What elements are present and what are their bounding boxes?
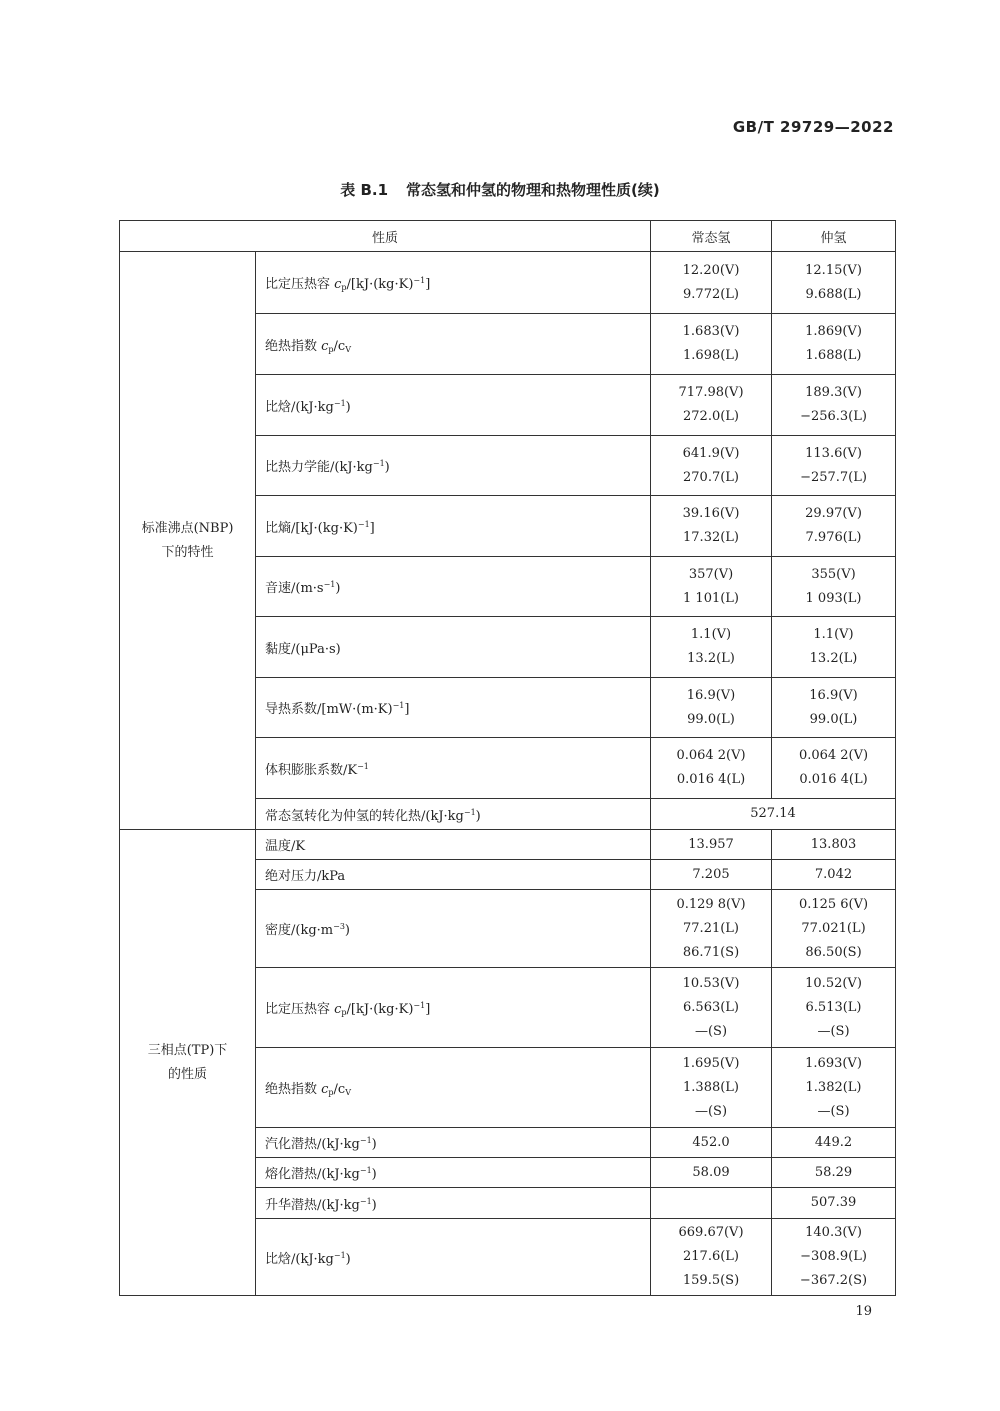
- value-line: −367.2(S): [799, 1273, 868, 1288]
- superscript: −1: [323, 580, 336, 589]
- value-line: 12.15(V): [805, 262, 862, 278]
- label-text: 绝热指数: [265, 1082, 322, 1097]
- value-line: 113.6(V): [805, 445, 862, 461]
- label-text: 温度/K: [265, 839, 306, 854]
- value-line: 10.53(V): [682, 975, 740, 991]
- label-text: 绝对压力/kPa: [265, 869, 346, 884]
- superscript: −1: [372, 459, 385, 468]
- normal-value: [651, 557, 772, 617]
- value-line: 1.1(V): [690, 627, 732, 642]
- value-line: 1 093(L): [805, 590, 862, 606]
- property-label: [256, 968, 651, 1048]
- subscript: p: [328, 344, 334, 354]
- superscript: −1: [413, 1001, 426, 1010]
- normal-value: [651, 496, 772, 557]
- property-label: [256, 557, 651, 617]
- label-text: 绝热指数: [265, 338, 322, 354]
- symbol: c: [321, 338, 329, 354]
- value-line: 6.563(L): [683, 999, 740, 1015]
- property-label: [256, 496, 651, 557]
- value-line: 355(V): [811, 566, 856, 582]
- group-label: 下的特性: [161, 544, 214, 560]
- property-label: [256, 1219, 651, 1296]
- para-value: [772, 617, 896, 678]
- label-text: ]: [369, 520, 375, 536]
- value-line: 0.064 2(V): [798, 748, 869, 763]
- group-label: 标准沸点(NBP): [141, 520, 234, 536]
- value-line: 1.688(L): [805, 348, 862, 363]
- subscript: p: [341, 283, 347, 292]
- para-value: [772, 1128, 896, 1158]
- label-text: 导热系数/[mW·(m·K): [265, 702, 393, 717]
- table-row: [120, 252, 896, 314]
- value-line: −257.7(L): [800, 469, 867, 485]
- property-label: [256, 375, 651, 436]
- label-text: 比热力学能/(kJ·kg: [265, 460, 373, 475]
- value-line: 58.29: [814, 1164, 853, 1180]
- value-line: —(S): [817, 1103, 850, 1119]
- normal-value: [651, 890, 772, 968]
- properties-table: [119, 220, 896, 1296]
- value-line: 10.52(V): [805, 975, 862, 991]
- label-text: 常态氢转化为仲氢的转化热/(kJ·kg: [265, 808, 464, 824]
- normal-value: [651, 436, 772, 496]
- para-value: [772, 1219, 896, 1296]
- superscript: −1: [333, 398, 346, 408]
- normal-value: [651, 1158, 772, 1188]
- property-label: [256, 678, 651, 738]
- label-text: ): [371, 1137, 377, 1152]
- value-line: —(S): [694, 1023, 728, 1039]
- label-text: ]: [404, 702, 410, 717]
- property-label: [256, 252, 651, 314]
- superscript: −1: [333, 1250, 346, 1260]
- superscript: −1: [413, 276, 426, 285]
- label-text: 密度/(kg·m: [265, 923, 334, 938]
- normal-value: [651, 252, 772, 314]
- value-line: 0.016 4(L): [676, 772, 746, 787]
- para-value: [772, 1048, 896, 1128]
- table-label: 表 B.1: [340, 181, 389, 199]
- normal-value: [651, 860, 772, 890]
- label-text: /c: [333, 338, 346, 354]
- group-tp: [120, 830, 256, 1296]
- label-text: ): [345, 399, 351, 415]
- property-label: [256, 830, 651, 860]
- property-label: [256, 860, 651, 890]
- group-nbp: [120, 252, 256, 830]
- normal-value: [651, 1219, 772, 1296]
- normal-value: [651, 968, 772, 1048]
- value-line: 1.869(V): [805, 324, 862, 339]
- value-line: 189.3(V): [805, 385, 862, 400]
- label-text: ): [345, 1251, 351, 1267]
- header-para-hydrogen: 仲氢: [772, 221, 896, 252]
- para-value: [772, 890, 896, 968]
- label-text: ): [371, 1167, 377, 1182]
- normal-value: [651, 1128, 772, 1158]
- standard-code: GB/T 29729—2022: [732, 118, 894, 136]
- label-text: /[kJ·(kg·K): [346, 277, 414, 292]
- value-line: 1.683(V): [682, 324, 740, 339]
- normal-value: [651, 1048, 772, 1128]
- para-value: [772, 830, 896, 860]
- superscript: −1: [359, 1136, 372, 1145]
- value-line: 7.976(L): [805, 530, 862, 545]
- para-value: [772, 968, 896, 1048]
- value-line: 58.09: [692, 1164, 730, 1180]
- value-line: 9.688(L): [805, 286, 862, 302]
- value-line: 0.064 2(V): [676, 748, 746, 763]
- conversion-value: [651, 799, 896, 830]
- value-line: 6.513(L): [805, 999, 862, 1015]
- property-label: [256, 738, 651, 799]
- value-line: 1 101(L): [683, 590, 740, 606]
- superscript: −1: [357, 519, 370, 529]
- label-text: 升华潜热/(kJ·kg: [265, 1197, 360, 1213]
- superscript: −1: [392, 701, 405, 710]
- table-header-row: [120, 221, 896, 252]
- normal-value: [651, 1188, 772, 1219]
- value-line: 0.125 6(V): [798, 896, 869, 912]
- value-line: 13.803: [810, 836, 857, 852]
- value-line: 217.6(L): [683, 1249, 740, 1264]
- value-line: 77.021(L): [801, 920, 866, 936]
- header-property: 性质: [120, 221, 651, 252]
- value-line: 29.97(V): [805, 506, 862, 521]
- value-line: 452.0: [692, 1134, 730, 1150]
- property-label: [256, 890, 651, 968]
- para-value: [772, 860, 896, 890]
- value-line: −256.3(L): [800, 409, 867, 424]
- symbol: c: [321, 1082, 329, 1097]
- property-label: [256, 617, 651, 678]
- subscript: p: [341, 1008, 347, 1017]
- label-text: 黏度/(μPa·s): [265, 641, 341, 657]
- value-line: 669.67(V): [678, 1225, 744, 1240]
- table-caption: [0, 179, 1000, 200]
- property-label: [256, 799, 651, 830]
- normal-value: [651, 617, 772, 678]
- value-line: 16.9(V): [809, 687, 858, 703]
- page-number: 19: [855, 1304, 872, 1319]
- label-text: 熔化潜热/(kJ·kg: [265, 1167, 360, 1182]
- value-line: 0.016 4(L): [799, 772, 868, 787]
- para-value: [772, 1158, 896, 1188]
- label-text: 比定压热容: [265, 277, 335, 292]
- value-line: —(S): [694, 1103, 728, 1119]
- property-label: [256, 1188, 651, 1219]
- value-line: 13.2(L): [687, 651, 735, 666]
- value-line: 507.39: [810, 1195, 857, 1210]
- superscript: −1: [463, 807, 476, 817]
- value-line: 86.71(S): [682, 944, 740, 960]
- table-title: 常态氢和仲氢的物理和热物理性质(续): [406, 181, 660, 199]
- value-line: 12.20(V): [682, 262, 740, 278]
- superscript: −1: [359, 1166, 372, 1175]
- value-line: 99.0(L): [809, 711, 858, 727]
- superscript: −3: [333, 922, 345, 931]
- normal-value: [651, 314, 772, 375]
- para-value: [772, 375, 896, 436]
- para-value: [772, 252, 896, 314]
- value-line: 527.14: [750, 806, 796, 821]
- value-line: 1.698(L): [683, 348, 740, 363]
- value-line: 1.1(V): [813, 627, 854, 642]
- para-value: [772, 678, 896, 738]
- label-text: 体积膨胀系数/K: [265, 762, 358, 778]
- value-line: 7.205: [692, 866, 730, 882]
- header-normal-hydrogen: 常态氢: [651, 221, 772, 252]
- label-text: ]: [425, 1002, 431, 1017]
- property-label: [256, 314, 651, 375]
- value-line: 7.042: [814, 866, 853, 882]
- label-text: 比焓/(kJ·kg: [265, 1251, 334, 1267]
- label-text: 比定压热容: [265, 1002, 335, 1017]
- property-label: [256, 1048, 651, 1128]
- para-value: [772, 557, 896, 617]
- value-line: 140.3(V): [805, 1225, 862, 1240]
- label-text: ): [475, 808, 481, 824]
- para-value: [772, 314, 896, 375]
- value-line: 99.0(L): [687, 711, 735, 727]
- label-text: 比熵/[kJ·(kg·K): [265, 520, 358, 536]
- value-line: 77.21(L): [683, 920, 740, 936]
- group-label: 三相点(TP)下: [147, 1042, 228, 1058]
- symbol: c: [334, 277, 342, 292]
- value-line: −308.9(L): [800, 1249, 867, 1264]
- label-text: ): [384, 460, 390, 475]
- label-text: 音速/(m·s: [265, 581, 324, 596]
- value-line: 17.32(L): [683, 530, 740, 545]
- subscript: V: [345, 1088, 351, 1097]
- label-text: /[kJ·(kg·K): [346, 1002, 414, 1017]
- value-line: 39.16(V): [682, 506, 740, 521]
- normal-value: [651, 830, 772, 860]
- value-line: 13.957: [688, 836, 734, 852]
- superscript: −1: [357, 761, 369, 771]
- label-text: ]: [425, 277, 431, 292]
- value-line: —(S): [817, 1023, 850, 1039]
- value-line: 449.2: [814, 1134, 853, 1150]
- property-label: [256, 1158, 651, 1188]
- group-label: 的性质: [167, 1066, 207, 1082]
- label-text: 比焓/(kJ·kg: [265, 399, 334, 415]
- superscript: −1: [359, 1196, 372, 1206]
- value-line: 1.695(V): [682, 1055, 740, 1071]
- value-line: 0.129 8(V): [676, 896, 746, 912]
- value-line: 717.98(V): [678, 385, 744, 400]
- normal-value: [651, 375, 772, 436]
- table-row: [120, 830, 896, 860]
- value-line: 270.7(L): [683, 469, 740, 485]
- label-text: /c: [333, 1082, 346, 1097]
- para-value: [772, 496, 896, 557]
- value-line: 357(V): [688, 566, 734, 582]
- subscript: p: [328, 1088, 334, 1097]
- value-line: 1.382(L): [805, 1079, 862, 1095]
- label-text: 汽化潜热/(kJ·kg: [265, 1137, 360, 1152]
- label-text: ): [371, 1197, 377, 1213]
- value-line: 159.5(S): [682, 1273, 740, 1288]
- symbol: c: [334, 1002, 342, 1017]
- value-line: 272.0(L): [683, 409, 740, 424]
- property-label: [256, 1128, 651, 1158]
- para-value: [772, 1188, 896, 1219]
- value-line: 86.50(S): [805, 944, 862, 960]
- property-label: [256, 436, 651, 496]
- value-line: 16.9(V): [686, 687, 736, 703]
- para-value: [772, 738, 896, 799]
- value-line: 1.693(V): [805, 1055, 862, 1071]
- value-line: 641.9(V): [682, 445, 740, 461]
- normal-value: [651, 678, 772, 738]
- para-value: [772, 436, 896, 496]
- value-line: 13.2(L): [809, 651, 858, 666]
- normal-value: [651, 738, 772, 799]
- subscript: V: [345, 344, 351, 354]
- label-text: ): [335, 581, 341, 596]
- value-line: 9.772(L): [683, 286, 740, 302]
- value-line: 1.388(L): [683, 1079, 740, 1095]
- label-text: ): [344, 923, 350, 938]
